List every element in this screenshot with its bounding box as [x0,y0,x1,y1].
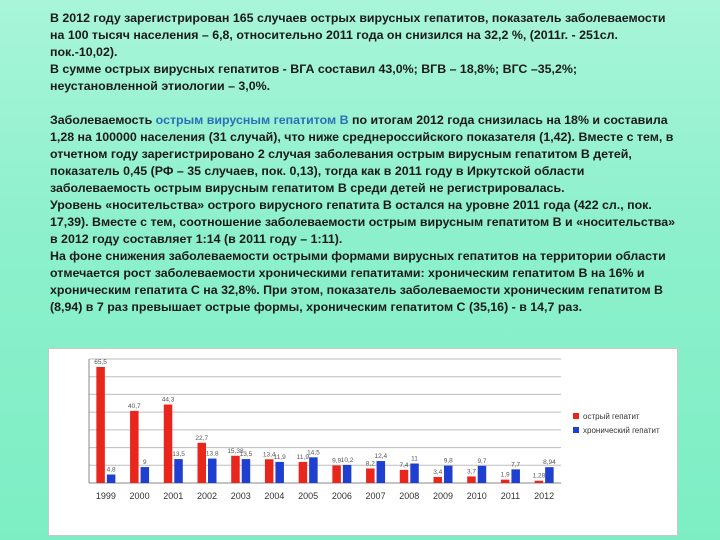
paragraph-hepatitis-structure: В сумме острых вирусных гепатитов - ВГА составил 43,0%; ВГВ – 18,8%; ВГС –35,2%; неустановленной этиологии – 3,0%. [50,62,577,93]
bar-chronic [478,466,487,483]
data-label: 1,28 [532,472,546,480]
data-label: 40,7 [127,402,141,410]
data-label: 9,9 [332,457,342,465]
x-tick-label: 2003 [230,491,251,501]
data-label: 10,2 [340,456,354,464]
bar-acute [501,480,510,483]
x-tick-label: 2005 [298,491,319,501]
data-label: 22,7 [195,434,209,442]
data-label: 15,38 [227,447,244,455]
data-label: 65,5 [94,358,107,366]
paragraph-chronic-hepatitis: На фоне снижения заболеваемости острыми формами вирусных гепатитов на территории области отмечается рост заболеваемости хроническими гепатитами: хроническим гепатитом В на 16% и хроническим гепатита С на 32,8%. При этом, показатель заболеваемости хроническим гепатитом В (8,94) в 7 раз превышает острые формы, хроническим гепатитом С (35,16) - в 14,7 раз. [50,249,666,314]
data-label: 13,5 [239,451,253,459]
data-label: 12,4 [374,453,388,461]
x-tick-label: 2001 [163,491,184,501]
bar-chronic [141,467,150,483]
legend-label: острый гепатит [583,412,640,421]
data-label: 8,2 [365,460,375,468]
x-tick-label: 2007 [365,491,386,501]
bar-chronic [275,462,284,483]
data-label: 13,5 [172,451,185,459]
bar-chronic [242,459,251,483]
data-label: 13,8 [205,450,219,458]
bar-chronic [208,459,217,483]
bar-chronic [377,461,386,483]
x-tick-label: 2008 [399,491,420,501]
bar-acute [96,367,105,483]
data-label: 11 [411,455,418,463]
bar-acute [467,476,476,483]
data-label: 3,7 [466,468,476,476]
bar-chronic [343,465,352,483]
text-block [50,10,680,316]
x-tick-label: 2011 [500,491,521,501]
bar-acute [400,470,409,483]
data-label: 1,9 [500,471,510,479]
data-label: 9,7 [477,457,487,465]
bar-acute [130,411,139,483]
bar-chronic [174,459,183,483]
bar-acute [299,462,308,483]
bar-chart [49,349,677,535]
bar-chronic [309,457,318,483]
data-label: 14,5 [307,449,320,457]
data-label: 9 [143,459,147,467]
paragraph-carrier-level: Уровень «носительства» острого вирусного гепатита В остался на уровне 2011 года (422 сл., пок. 17,39). Вместе с тем, соотношение заболеваемости острым вирусным гепатитом В и «носительства» в 2012 году составляет 1:14 (в 2011 году – 1:11). [50,198,676,246]
bar-acute [265,459,274,483]
data-label: 11,9 [296,453,309,461]
bar-chronic [410,464,419,483]
legend-label: хронический гепатит [583,426,660,435]
x-tick-label: 2004 [264,491,285,501]
x-tick-label: 2002 [196,491,218,501]
paragraph-acute-hepatitis-2012: В 2012 году зарегистрирован 165 случаев острых вирусных гепатитов, показатель заболеваемости на 100 тысяч населения – 6,8, относительно 2011 года он снизился на 32,2 %, (2011г. - 251сл. пок.-10,02). [50,11,666,59]
x-tick-label: 2009 [432,491,454,501]
x-tick-label: 2000 [129,491,150,501]
bar-acute [332,465,341,483]
paragraph-hepatitis-b-body: по итогам 2012 года снизилась на 18% и составила 1,28 на 100000 населения (31 случай), что ниже среднероссийского показателя (1,42). Вместе с тем, в отчетном году зарегистрировано 2 случая заболевания острым вирусным гепатитом В детей, показатель 0,45 (РФ – 35 случаев, пок. 0,13), тогда как в 2011 году в Иркутской области заболеваемость острым вирусным гепатитом В среди детей не регистрировалась. [50,113,674,195]
data-label: 7,7 [511,461,521,469]
bar-chronic [444,466,453,483]
paragraph-hepatitis-b-intro: Заболеваемость [50,113,156,127]
x-tick-label: 2006 [331,491,352,501]
paragraph-spacer [50,95,680,112]
x-tick-label: 1999 [95,491,116,501]
data-label: 11,9 [273,453,286,461]
bar-chronic [107,474,116,483]
data-label: 4,8 [106,466,116,474]
chart-container [48,348,678,536]
x-tick-label: 2010 [466,491,487,501]
bar-chronic [511,469,520,483]
data-label: 3,4 [433,468,443,476]
data-label: 44,3 [161,396,175,404]
bar-acute [434,477,443,483]
data-label: 9,8 [443,457,453,465]
data-label: 13,4 [262,451,276,459]
paragraph-hepatitis-b-incidence [50,112,680,197]
bar-acute [535,481,544,483]
legend-swatch [573,413,579,419]
bar-chronic [545,467,554,483]
legend-swatch [573,427,579,433]
bar-acute [366,468,375,483]
bar-acute [198,443,207,483]
bar-acute [231,456,240,483]
data-label: 7,4 [399,461,409,469]
hepatitis-b-highlight: острым вирусным гепатитом В [155,113,349,127]
data-label: 8,94 [543,459,556,467]
x-tick-label: 2012 [534,491,555,501]
bar-acute [164,405,173,483]
